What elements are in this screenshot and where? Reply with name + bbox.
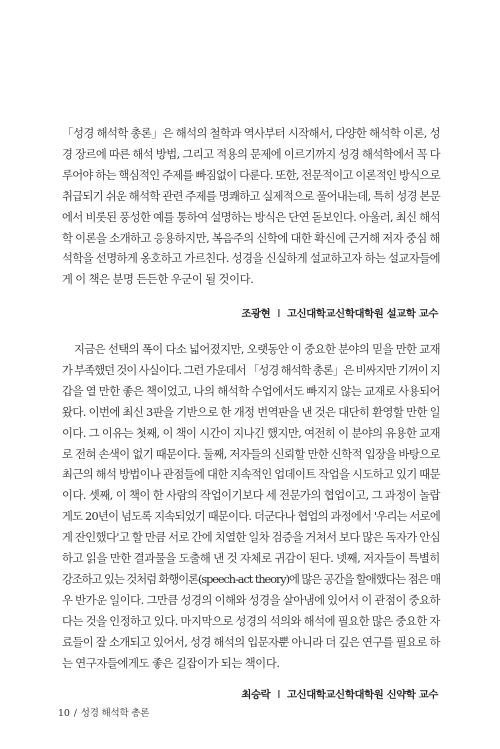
review2-line: 강조하고 있는 것처럼 화행이론(speech-act theory)에 많은 공간을 할애했다는 점은 매 (62, 572, 440, 586)
review1-line: 학 이론을 소개하고 응용하지만, 복음주의 신학에 대한 확신에 근거해 저자 중심 해 (62, 231, 440, 245)
review1-separator: I (277, 308, 280, 320)
review2-line: 이다. 그 이유는 첫째, 이 책이 시간이 지나긴 했지만, 여전히 이 분야의 유용한 교재 (62, 426, 440, 440)
review1-author: 조광현 (241, 308, 271, 320)
page-number: 10 (58, 708, 70, 719)
review1-line: 경 장르에 따른 해석 방법, 그리고 적용의 문제에 이르기까지 성경 해석학에서 꼭 다 (62, 147, 440, 161)
review2-line: 하고 읽을 만한 결과물을 도출해 낸 것 자체로 귀감이 된다. 넷째, 저자들이 특별히 (62, 552, 440, 566)
review2-line: 료들이 잘 소개되고 있어서, 성경 해석의 입문자뿐 아니라 더 깊은 연구를 필요로 하 (62, 635, 440, 649)
review1-line: 취급되기 쉬운 해석학 관련 주제를 명쾌하고 실제적으로 풀어내는데, 특히 성경 본문 (62, 189, 440, 203)
review2-line: 이다. 셋째, 이 책이 한 사람의 작업이기보다 세 전문가의 협업이고, 그 과정이 놀랍 (62, 489, 440, 503)
running-title: 성경 해석학 총론 (80, 708, 150, 719)
review2-signature (241, 686, 438, 701)
review2-separator: I (277, 689, 280, 701)
review2-line: 게도 20년이 넘도록 지속되었기 때문이다. 더군다나 협업의 과정에서 '우리는 서로에 (62, 510, 440, 524)
review2-line: 게 잔인했다'고 할 만큼 서로 간에 치열한 일차 검증을 거쳐서 보다 많은 독자가 안심 (62, 531, 440, 545)
review2-line: 갑을 열 만한 좋은 책이었고, 나의 해석학 수업에서도 빠지지 않는 교재로 사용되어 (62, 384, 440, 398)
footer-slash: / (73, 708, 77, 719)
review2-line: 왔다. 이번에 최신 3판을 기반으로 한 개정 번역판을 낸 것은 대단히 환영할 만한 일 (62, 405, 440, 419)
review-paragraph-1 (62, 124, 440, 291)
review-paragraph-2 (62, 340, 440, 675)
review2-line: 다는 것을 인정하고 있다. 마지막으로 성경의 석의와 해석에 필요한 많은 중요한 자 (62, 614, 440, 628)
review2-affiliation: 고신대학교신학대학원 신약학 교수 (287, 689, 438, 701)
page-footer (58, 705, 149, 719)
review2-line: 는 연구자들에게도 좋은 길잡이가 되는 책이다. (62, 656, 280, 670)
review1-line: 「성경 해석학 총론」은 해석의 철학과 역사부터 시작해서, 다양한 해석학 이론, 성 (62, 127, 440, 140)
review1-signature (241, 305, 438, 320)
review2-line: 최근의 해석 방법이나 관점들에 대한 지속적인 업데이트 작업을 시도하고 있기 때문 (62, 468, 440, 482)
review2-line: 우 반가운 일이다. 그만큼 성경의 이해와 성경을 살아냄에 있어서 이 관점이 중요하 (62, 593, 440, 607)
review1-affiliation: 고신대학교신학대학원 설교학 교수 (287, 308, 438, 320)
review1-line: 에서 비롯된 풍성한 예를 통하여 설명하는 방식은 단연 돋보인다. 아울러, 최신 해석 (62, 210, 440, 224)
review1-line: 석학을 선명하게 옹호하고 가르친다. 성경을 신실하게 설교하고자 하는 설교자들에 (62, 252, 440, 266)
review1-line: 루어야 하는 핵심적인 주제를 빠짐없이 다룬다. 또한, 전문적이고 이론적인 방식으로 (62, 168, 440, 182)
review2-line: 로 전혀 손색이 없기 때문이다. 둘째, 저자들의 신뢰할 만한 신학적 입장을 바탕으로 (62, 447, 440, 461)
review2-line: 가 부족했던 것이 사실이다. 그런 가운데서 「성경 해석학 총론」은 비싸지만 기꺼이 지 (62, 363, 440, 377)
review2-line: 지금은 선택의 폭이 다소 넓어졌지만, 오랫동안 이 중요한 분야의 믿을 만한 교재 (74, 343, 440, 356)
review1-line: 게 이 책은 분명 든든한 우군이 될 것이다. (62, 273, 254, 287)
review2-author: 최승락 (241, 689, 271, 701)
